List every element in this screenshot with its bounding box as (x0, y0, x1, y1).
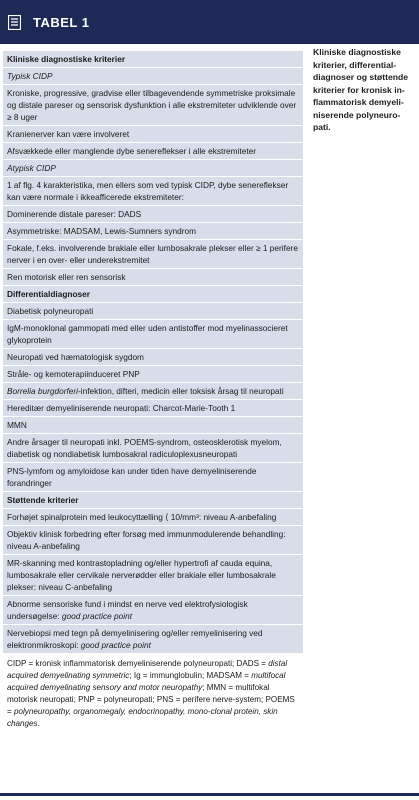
row-text-part: Abnorme sensoriske fund i mindst en nerve ved elektrofysiologisk undersøgelse: (7, 599, 248, 621)
table-row: 1 af flg. 4 karakteristika, men ellers som ved typisk CIDP, dybe senereflekser kan være normale i ikkeafficerede ekstremiteter: (3, 177, 303, 206)
table-row (3, 625, 303, 654)
table-title: TABEL 1 (33, 14, 90, 30)
criteria-table (3, 51, 303, 730)
table-row: Forhøjet spinalprotein med leukocyttælling ⟨ 10/mm³: niveau A-anbefaling (3, 509, 303, 526)
footnote-part: . (37, 719, 40, 728)
footnote-part: ; MMN = multifokal motorisk neuropati; PNP = polyneuropati; PNS = perifere nerve-system; POEMS = (7, 683, 295, 716)
side-caption: Kliniske diagnostiske kriterier, differential-diagnoser og støttende kriterier for kronisk in-flammatorisk demyeli-niserende polyneuro-pati. (313, 47, 409, 132)
table-row (3, 383, 303, 400)
footnote-part: polyneuropathy, organomegaly, endocrinopathy, mono-clonal protein, skin changes (7, 707, 278, 728)
subsection-heading: Atypisk CIDP (3, 160, 303, 177)
table-header-bar (0, 0, 419, 44)
table-row: Diabetisk polyneuropati (3, 303, 303, 320)
table-row: PNS-lymfom og amyloidose kan under tiden have demyeliniserende forandringer (3, 463, 303, 492)
row-text-part: Nervebiopsi med tegn på demyelinisering og/eller remyelinisering ved elektronmikroskopi: (7, 628, 263, 650)
table-row (3, 596, 303, 625)
table-row: Dominerende distale pareser: DADS (3, 206, 303, 223)
table-row: MR-skanning med kontrastopladning og/eller hypertrofi af cauda equina, lumbosakrale eller cervikale nerverødder eller brakiale eller lumbosakrale plekser: niveau C-anbefaling (3, 555, 303, 596)
table-row: Asymmetriske: MADSAM, Lewis-Sumners syndrom (3, 223, 303, 240)
footnote-part: multifocal acquired demyelinating sensory and motor neuropathy (7, 671, 286, 692)
footnote-part: CIDP = kronisk inflammatorisk demyeliniserende polyneuropati; DADS = (7, 659, 269, 668)
table-row: Hereditær demyeliniserende neuropati: Charcot-Marie-Tooth 1 (3, 400, 303, 417)
table-row: IgM-monoklonal gammopati med eller uden antistoffer mod myelinassocieret glykoprotein (3, 320, 303, 349)
table-footnote (3, 654, 303, 730)
table-row: Objektiv klinisk forbedring efter forsøg med immunmodulerende behandling: niveau A-anbefaling (3, 526, 303, 555)
table-row: Afsvækkede eller manglende dybe senereflekser i alle ekstremiteter (3, 143, 303, 160)
table-row: Andre årsager til neuropati inkl. POEMS-syndrom, osteosklerotisk myelom, diabetisk og nondiabetisk lumbosakral radiculoplexusneuropati (3, 434, 303, 463)
document-list-icon (5, 13, 23, 31)
footnote-part: ; Ig = immunglobulin; MADSAM = (129, 671, 252, 680)
section-heading: Kliniske diagnostiske kriterier (3, 51, 303, 68)
table-row: Stråle- og kemoterapiinduceret PNP (3, 366, 303, 383)
table-row: Kroniske, progressive, gradvise eller tilbagevendende symmetriske proksimale og distale pareser og sensorisk dysfunktion i alle ekstremiteter udviklende over ≥ 8 uger (3, 85, 303, 126)
row-text-part: Borrelia burgdorferi (7, 386, 79, 396)
table-row: Ren motorisk eller ren sensorisk (3, 269, 303, 286)
footnote-part: distal acquired demyelinating symmetric (7, 659, 288, 680)
table-row: Kranienerver kan være involveret (3, 126, 303, 143)
row-text-part: good practice point (61, 611, 133, 621)
table-row: MMN (3, 417, 303, 434)
table-row: Neuropati ved hæmatologisk sygdom (3, 349, 303, 366)
row-text-part: -infektion, difteri, medicin eller toksisk årsag til neuropati (78, 386, 284, 396)
bottom-rule (0, 793, 419, 796)
row-text-part: good practice point (80, 640, 151, 650)
section-heading: Støttende kriterier (3, 492, 303, 509)
section-heading: Differentialdiagnoser (3, 286, 303, 303)
table-row: Fokale, f.eks. involverende brakiale eller lumbosakrale plekser eller ≥ 1 perifere nerver i en over- eller underekstremitet (3, 240, 303, 269)
subsection-heading: Typisk CIDP (3, 68, 303, 85)
